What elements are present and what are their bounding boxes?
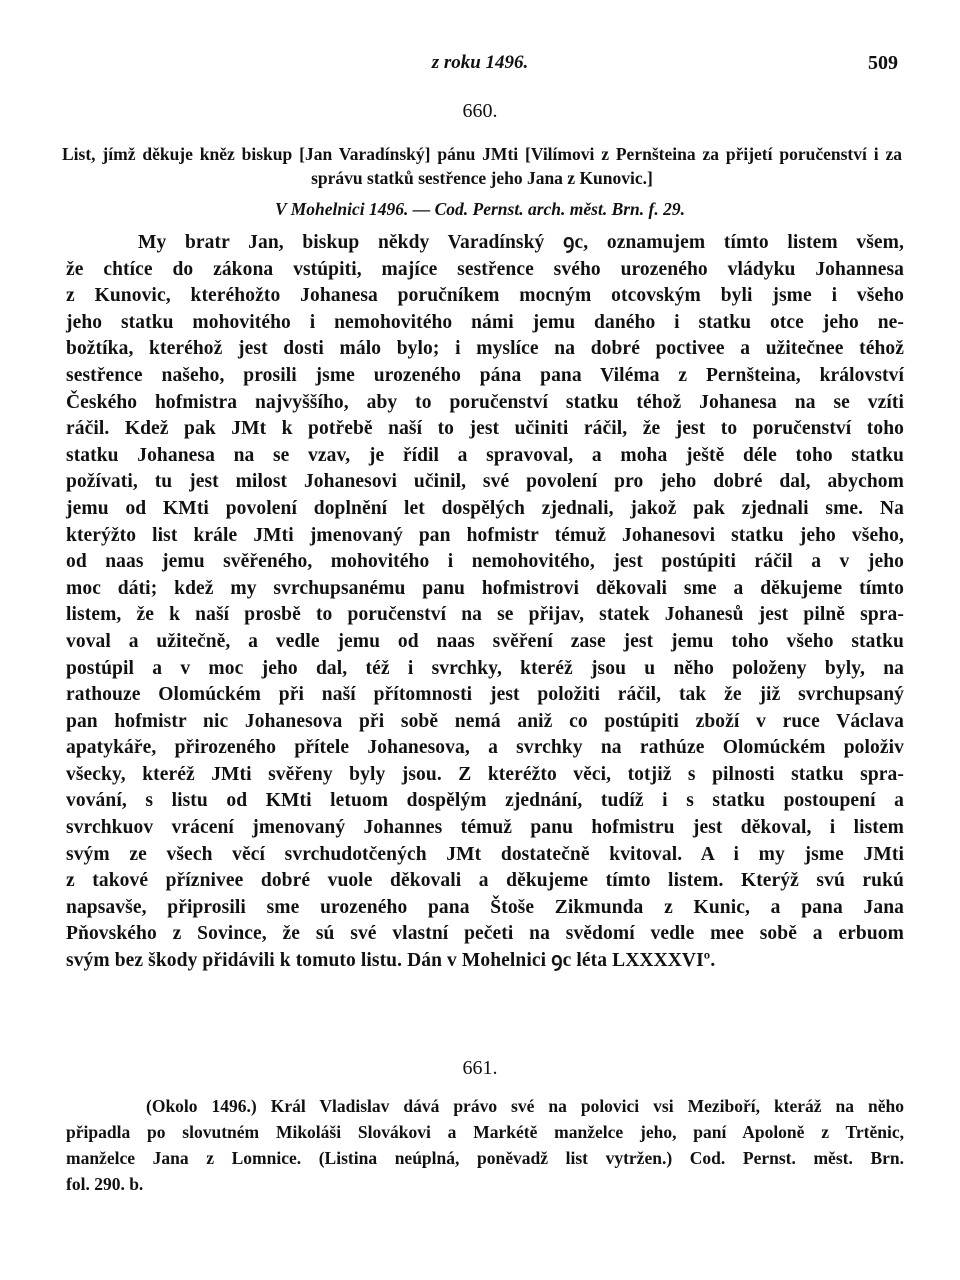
page-number: 509 (868, 52, 898, 74)
body-line: ráčil. Kdež pak JMt k potřebě naší to jest učiniti ráčil, že jest to poručenství toho (66, 418, 904, 440)
body-line: postúpil a v moc jeho dal, též i svrchky, kteréž jsou u něho položeny byly, na (66, 657, 904, 679)
body-line: moc dáti; kdež my svrchupsanému panu hofmistrovi děkovali sme a děkujeme tímto (66, 577, 904, 599)
body-line: statku Johanesa na se vzav, je řídil a spravoval, a moha ještě déle toho statku (66, 444, 904, 466)
body-line: My bratr Jan, biskup někdy Varadínský ꝯc, oznamujem tímto listem všem, (138, 232, 904, 253)
body-line: voval a užitečně, a vedle jemu od naas svěření zase jest jemu toho všeho statku (66, 630, 904, 652)
body-line: napsavše, připrosili sme urozeného pana Štoše Zikmunda z Kunic, a pana Jana (66, 896, 904, 918)
regest-line: fol. 290. b. (66, 1174, 144, 1194)
body-line: vování, s listu od KMti letuom dospělým zjednání, tudíž i s statku postoupení a (66, 790, 904, 812)
regest-line: (Okolo 1496.) Král Vladislav dává právo své na polovici vsi Meziboří, kteráž na něho (146, 1096, 904, 1116)
document-number-660: 660. (462, 100, 498, 122)
running-header (0, 52, 960, 82)
regest-line: manželce Jana z Lomnice. (Listina neúplná, poněvadž list vytržen.) Cod. Pernst. měst. Brn. (66, 1148, 904, 1168)
body-line: Českého hofmistra najvyššího, aby to poručenství statku téhož Johanesa na se vzíti (66, 391, 904, 413)
body-line: z takové příznivee dobré vuole děkovali a děkujeme tímto listem. Kterýž svú rukú (66, 870, 904, 892)
body-line: z Kunovic, kteréhožto Johanesa poručníkem mocným otcovským byli jsme i všeho (66, 285, 904, 307)
body-line: apatykáře, přirozeného přítele Johanesova, a svrchky na rathúze Olomúckém položiv (66, 737, 904, 759)
body-line: jemu od KMti povolení doplnění let dospělých zjednali, jakož pak zjednali sme. Na (66, 497, 904, 519)
body-line: listem, že k naší prosbě to poručenství na se přijav, statek Johanesů jest pilně spra- (66, 604, 904, 626)
body-line: rathouze Olomúckém při naší přítomnosti jest položiti ráčil, tak že již svrchupsaný (66, 684, 904, 706)
body-line: že chtíce do zákona vstúpiti, majíce sestřence svého urozeného vládyku Johannesa (66, 258, 904, 280)
body-line: všecky, kteréž JMti svěřeny byly jsou. Z kteréžto věci, totjiž s pilnosti statku spra- (66, 763, 904, 785)
body-line: svým ze všech věcí svrchudotčených JMt dostatečně kvitoval. A i my jsme JMti (66, 843, 904, 865)
document-regest-661 (66, 1093, 904, 1197)
body-line: božtíka, kteréhož jest dosti málo bylo; i myslíce na dobré poctivee a užitečnee téhož (66, 338, 904, 360)
document-body-660 (66, 230, 904, 975)
body-line: požívati, tu jest milost Johanesovi učinil, své povolení pro jeho dobré dal, abychom (66, 471, 904, 493)
body-line: svrchkuov vrácení jmenovaný Johannes témuž panu hofmistru jest děkoval, i listem (66, 817, 904, 839)
body-line: kterýžto list krále JMti jmenovaný pan hofmistr témuž Johanesovi statku jeho všeho, (66, 524, 904, 546)
document-regest-660: List, jímž děkuje kněz biskup [Jan Varadínský] pánu JMti [Vilímovi z Pernšteina za přijetí poručenství i za správu statků sestřence jeho Jana z Kunovic.] (62, 144, 902, 188)
running-title: z roku 1496. (431, 52, 529, 73)
regest-line: připadla po slovutném Mikoláši Slovákovi a Markétě manželce jeho, paní Apoloně z Trtěnic, (66, 1122, 904, 1142)
body-line: svým bez škody přidávili k tomuto listu. Dán v Mohelnici ꝯc léta LXXXXVIº. (66, 950, 716, 972)
document-number-661: 661. (462, 1057, 498, 1079)
body-line: Pňovského z Sovince, že sú své vlastní pečeti na svědomí vedle mee sobě a erbuom (66, 923, 904, 945)
body-line: jeho statku mohovitého i nemohovitého námi jemu daného i statku otce jeho ne- (66, 311, 904, 333)
body-line: pan hofmistr nic Johanesova při sobě nemá aniž co postúpiti zboží v ruce Václava (66, 710, 904, 732)
document-source-660: V Mohelnici 1496. — Cod. Pernst. arch. měst. Brn. f. 29. (274, 199, 685, 219)
body-line: od naas jemu svěřeného, mohovitého i nemohovitého, jest postúpiti ráčil a v jeho (66, 551, 904, 573)
body-line: sestřence našeho, prosili jsme urozeného pána pana Viléma z Pernšteina, království (66, 364, 904, 386)
